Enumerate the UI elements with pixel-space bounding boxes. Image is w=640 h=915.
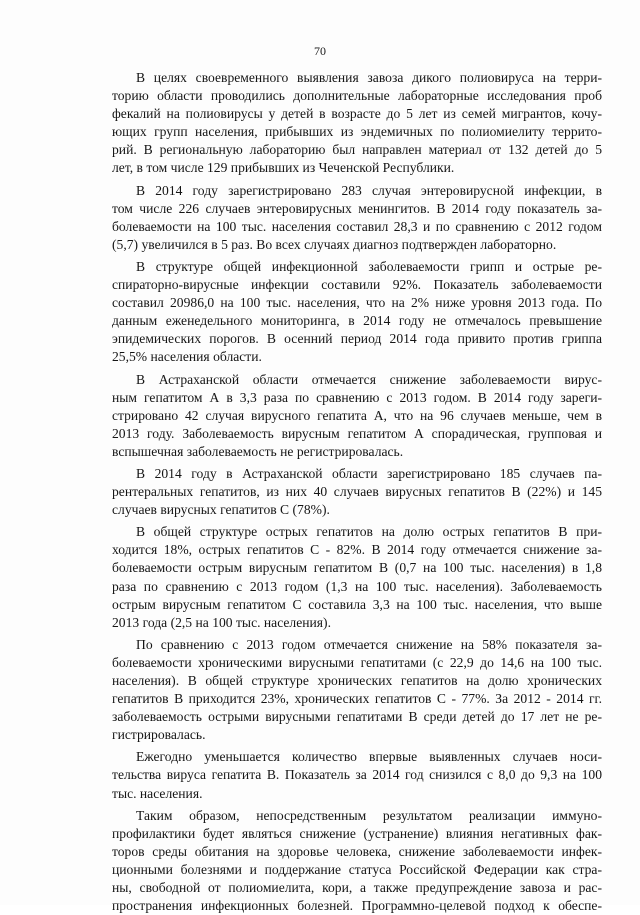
text-line: лет, в том числе 129 прибывших из Чеченской Республики. (112, 160, 455, 176)
text-line: торов среды обитания на здоровье человека, снижение заболеваемости инфек- (112, 843, 602, 859)
text-line: эпидемических порогов. В осенний период 2014 года привито против гриппа (112, 331, 602, 347)
text-line: раза по сравнению с 2013 годом (1,3 на 100 тыс. населения). Заболеваемость (112, 578, 602, 594)
text-line: В общей структуре острых гепатитов на долю острых гепатитов В при- (136, 524, 602, 540)
text-line: населения). В общей структуре хронических гепатитов на долю хронических (112, 673, 602, 688)
text-line: пространения инфекционных болезней. Программно-целевой подход к обеспе- (112, 898, 602, 914)
text-line: рий. В региональную лабораторию был направлен материал от 132 детей до 5 (112, 142, 602, 158)
text-line: болеваемости на 100 тыс. населения составил 28,3 и по сравнению с 2012 годом (112, 218, 602, 234)
text-line: ходится 18%, острых гепатитов С - 82%. В 2014 году отмечается снижение за- (112, 542, 602, 558)
paragraph-conclusion (112, 807, 602, 915)
text-line: 2013 году. Заболеваемость вирусным гепатитом А спорадическая, групповая и (112, 425, 602, 441)
document-body (112, 69, 602, 915)
paragraph-hepatitis-a (112, 371, 602, 461)
paragraph-hepatitis-b-carriers (112, 748, 602, 802)
text-line: Таким образом, непосредственным результатом реализации иммуно- (136, 807, 602, 823)
text-line: стрировано 42 случая вирусного гепатита А, что на 96 случаев меньше, чем в (112, 407, 602, 423)
text-line: В Астраханской области отмечается снижение заболеваемости вирус- (136, 371, 602, 387)
text-line: случаев вирусных гепатитов С (78%). (112, 502, 330, 518)
text-line: Ежегодно уменьшается количество впервые выявленных случаев носи- (136, 749, 602, 765)
text-line: болеваемости хроническими вирусными гепатитами (с 22,9 до 14,6 на 100 тыс. (112, 654, 602, 670)
text-line: данным еженедельного мониторинга, в 2014 году не отмечалось превышение (112, 313, 602, 329)
text-line: 25,5% населения области. (112, 349, 262, 365)
text-line: заболеваемость острыми вирусными гепатитами В среди детей до 17 лет не ре- (112, 709, 602, 725)
text-line: По сравнению с 2013 годом отмечается снижение на 58% показателя за- (136, 636, 602, 652)
text-line: гепатитов В приходится 23%, хронических гепатитов С - 77%. За 2012 - 2014 гг. (112, 691, 602, 707)
text-line: В структуре общей инфекционной заболеваемости грипп и острые ре- (136, 258, 602, 274)
paragraph-polio-surveillance (112, 69, 602, 178)
text-line: ны, свободной от полиомиелита, кори, а также предупреждение завоза и рас- (112, 880, 602, 896)
paragraph-acute-hepatitis (112, 523, 602, 632)
text-line: гистрировалась. (112, 727, 206, 743)
text-line: составил 20986,0 на 100 тыс. населения, что на 2% ниже уровня 2013 года. По (112, 295, 602, 311)
text-line: торию области проводились дополнительные лабораторные исследования проб (112, 88, 602, 104)
text-line: ным гепатитом А в 3,3 раза по сравнению с 2013 годом. В 2014 году зареги- (112, 389, 602, 405)
paragraph-enterovirus (112, 182, 602, 254)
text-line: ционными болезнями и поддержание статуса Российской Федерации как стра- (112, 861, 602, 877)
text-line: ющих групп населения, прибывших из эндемичных по полиомиелиту террито- (112, 124, 602, 140)
paragraph-chronic-hepatitis (112, 636, 602, 745)
text-line: В 2014 году в Астраханской области зарегистрировано 185 случаев па- (136, 465, 602, 481)
text-line: том числе 226 случаев энтеровирусных менингитов. В 2014 году показатель за- (112, 200, 602, 216)
text-line: В 2014 году зарегистрировано 283 случая энтеровирусной инфекции, в (136, 182, 602, 198)
page-number: 70 (314, 44, 326, 58)
text-line: профилактики будет являться снижение (устранение) влияния негативных фак- (112, 825, 602, 841)
text-line: (5,7) увеличился в 5 раз. Во всех случаях диагноз подтвержден лабораторно. (112, 236, 557, 252)
text-line: спираторно-вирусные инфекции составили 92%. Показатель заболеваемости (112, 277, 602, 293)
text-line: болеваемости острым вирусным гепатитом В (0,7 на 100 тыс. населения) в 1,8 (112, 560, 602, 576)
text-line: В целях своевременного выявления завоза дикого полиовируса на терри- (136, 70, 602, 85)
text-line: тельства вируса гепатита В. Показатель за 2014 год снизился с 8,0 до 9,3 на 100 (112, 767, 602, 783)
text-line: 2013 года (2,5 на 100 тыс. населения). (112, 614, 331, 630)
text-line: фекалий на полиовирусы у детей в возрасте до 5 лет из семей мигрантов, кочу- (112, 106, 602, 122)
text-line: острым вирусным гепатитом С составила 3,3 на 100 тыс. населения, что выше (112, 596, 602, 612)
text-line: тыс. населения. (112, 785, 203, 801)
text-line: рентеральных гепатитов, из них 40 случаев вирусных гепатитов В (22%) и 145 (112, 484, 602, 500)
paragraph-influenza (112, 258, 602, 367)
text-line: вспышечная заболеваемость не регистрировалась. (112, 443, 404, 459)
paragraph-parenteral-hepatitis (112, 465, 602, 519)
